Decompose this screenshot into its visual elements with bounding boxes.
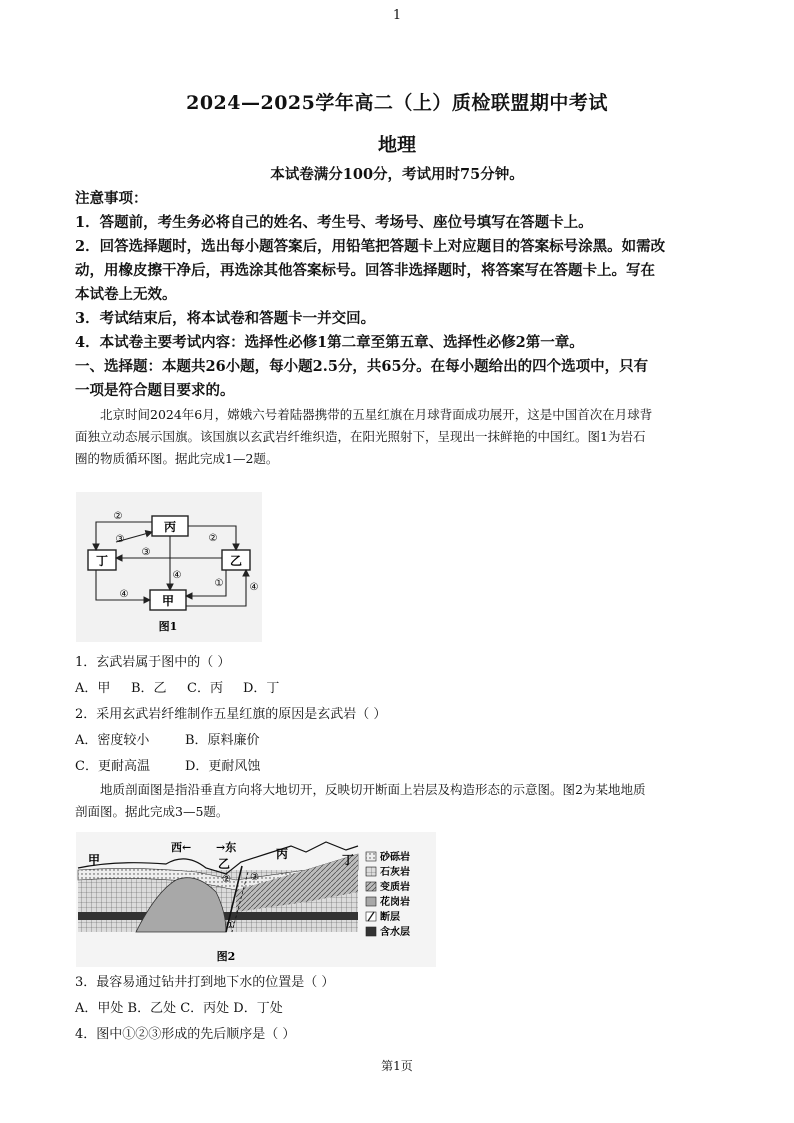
legend-item: 砂砾岩 — [380, 852, 410, 863]
notice-item: 2．回答选择题时，选出每小题答案后，用铅笔把答题卡上对应题目的答案标号涂黑。如需改 — [75, 238, 666, 255]
notice-section — [75, 187, 725, 403]
option: B．原料廉价 — [185, 733, 260, 748]
passage-2 — [75, 779, 725, 823]
legend-item: 含水层 — [380, 927, 410, 938]
arrow-label: ② — [208, 533, 218, 544]
option: A．甲 — [75, 681, 111, 696]
notice-heading: 注意事项： — [75, 190, 148, 207]
place-jia: 甲 — [88, 853, 101, 867]
arrow-label: ④ — [119, 589, 129, 600]
option: C．更耐高温 — [75, 759, 150, 774]
question-2-stem: 2．采用玄武岩纤维制作五星红旗的原因是玄武岩（ ） — [75, 707, 387, 722]
question-1-options — [75, 679, 725, 699]
passage-line: 圈的物质循环图。据此完成1—2题。 — [75, 451, 279, 466]
legend-item: 花岗岩 — [380, 897, 410, 908]
question-2-options-row2 — [75, 757, 725, 777]
arrow-label: ④ — [249, 582, 259, 593]
arrow-label: ④ — [172, 570, 182, 581]
option: D．丁 — [243, 681, 280, 696]
place-ding: 丁 — [342, 853, 355, 867]
arrow-label: ① — [214, 578, 224, 589]
arrow-label: ② — [113, 511, 123, 522]
option: D．更耐风蚀 — [185, 759, 261, 774]
label-yi: 乙 — [229, 554, 243, 568]
notice-item: 4．本试卷主要考试内容：选择性必修1第二章至第五章、选择性必修2第一章。 — [75, 334, 584, 351]
question-1-stem: 1．玄武岩属于图中的（ ） — [75, 655, 231, 670]
legend-item: 变质岩 — [380, 882, 410, 893]
passage-line: 剖面图。据此完成3—5题。 — [75, 804, 229, 819]
mark: ① — [226, 920, 235, 931]
figure-1-caption: 图1 — [158, 620, 178, 633]
notice-item: 本试卷上无效。 — [75, 286, 177, 303]
direction-east: →东 — [216, 841, 237, 854]
exam-title: 2024—2025学年高二（上）质检联盟期中考试 — [186, 92, 608, 114]
figure-1-rock-cycle — [76, 492, 262, 642]
page-footer: 第1页 — [381, 1059, 413, 1073]
mark: ② — [222, 874, 231, 885]
question-2-options-row1 — [75, 731, 725, 751]
figure-2-geologic-section — [76, 832, 436, 967]
label-jia: 甲 — [161, 594, 175, 608]
question-3-stem: 3．最容易通过钻井打到地下水的位置是（ ） — [75, 975, 335, 990]
questions-3-4 — [75, 973, 725, 1045]
passage-line: 地质剖面图是指沿垂直方向将大地切开，反映切开断面上岩层及构造形态的示意图。图2为某地地质 — [100, 782, 646, 797]
option: B．乙 — [131, 681, 167, 696]
passage-1 — [75, 404, 725, 470]
legend-item: 石灰岩 — [380, 867, 410, 878]
score-line: 本试卷满分100分，考试用时75分钟。 — [270, 166, 524, 183]
notice-item: 1．答题前，考生务必将自己的姓名、考生号、考场号、座位号填写在答题卡上。 — [75, 214, 593, 231]
label-bing: 丙 — [163, 520, 177, 534]
legend-item: 断层 — [380, 912, 400, 923]
mark: ③ — [250, 872, 259, 883]
question-3-options: A．甲处 B．乙处 C．丙处 D．丁处 — [75, 1001, 283, 1016]
page-number-top: 1 — [392, 8, 402, 23]
passage-line: 北京时间2024年6月，嫦娥六号着陆器携带的五星红旗在月球背面成功展开，这是中国首次在月球背 — [100, 407, 653, 422]
section-heading: 一、选择题：本题共26小题，每小题2.5分，共65分。在每小题给出的四个选项中，只有 — [75, 358, 649, 375]
question-4-stem: 4．图中①②③形成的先后顺序是（ ） — [75, 1027, 296, 1042]
notice-item: 动，用橡皮擦干净后，再选涂其他答案标号。回答非选择题时，将答案写在答题卡上。写在 — [75, 262, 655, 279]
place-bing: 丙 — [276, 847, 289, 861]
subject-title: 地理 — [377, 134, 416, 156]
direction-west: 西← — [171, 841, 192, 854]
place-yi: 乙 — [218, 857, 231, 871]
figure-2-caption: 图2 — [216, 950, 236, 963]
option: C．丙 — [187, 681, 223, 696]
label-ding: 丁 — [95, 554, 109, 568]
option: A．密度较小 — [75, 733, 150, 748]
notice-item: 3．考试结束后，将本试卷和答题卡一并交回。 — [75, 310, 376, 327]
questions-1-2 — [75, 653, 725, 777]
arrow-label: ③ — [115, 534, 125, 545]
arrow-label: ③ — [141, 547, 151, 558]
section-heading: 一项是符合题目要求的。 — [75, 382, 235, 399]
passage-line: 面独立动态展示国旗。该国旗以玄武岩纤维织造，在阳光照射下，呈现出一抹鲜艳的中国红。图1为岩石 — [75, 429, 646, 444]
